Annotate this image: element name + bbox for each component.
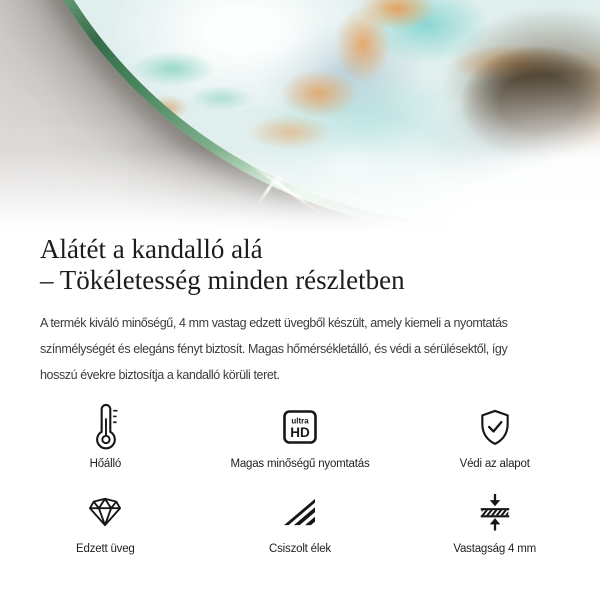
feature-label: Vastagság 4 mm bbox=[453, 543, 536, 555]
shield-check-icon bbox=[478, 409, 512, 446]
product-photo bbox=[0, 0, 600, 234]
feature-label: Csiszolt élek bbox=[269, 543, 331, 555]
thermometer-icon bbox=[92, 403, 119, 451]
ultra-hd-badge-top: ultra bbox=[291, 416, 309, 426]
features-grid bbox=[8, 402, 592, 556]
feature-label: Edzett üveg bbox=[76, 543, 135, 555]
feature-item-tempered-glass bbox=[8, 487, 203, 556]
feature-item-thickness bbox=[397, 487, 592, 556]
product-description bbox=[40, 310, 560, 388]
feature-item-heat-resistant bbox=[8, 402, 203, 471]
product-info-section bbox=[0, 234, 600, 556]
ultra-hd-icon bbox=[283, 410, 317, 444]
feature-item-ultra-hd-print bbox=[203, 402, 398, 471]
description-line: színmélységét és elegáns fényt biztosít. Magas hőmérsékletálló, és védi a sérülésektől, így bbox=[40, 342, 508, 356]
description-line: A termék kiváló minőségű, 4 mm vastag edzett üvegből készült, amely kiemeli a nyomtatás bbox=[40, 316, 508, 330]
feature-label: Magas minőségű nyomtatás bbox=[230, 458, 370, 470]
page-title-line-2: – Tökéletesség minden részletben bbox=[40, 265, 405, 295]
page-title bbox=[40, 234, 560, 296]
feature-item-protects-base bbox=[397, 402, 592, 471]
page-title-line-1: Alátét a kandalló alá bbox=[40, 234, 263, 264]
photo-white-fade bbox=[0, 0, 600, 234]
polished-edges-icon bbox=[282, 497, 318, 527]
diamond-icon bbox=[87, 496, 123, 528]
thickness-icon bbox=[478, 493, 512, 531]
feature-item-polished-edges bbox=[203, 487, 398, 556]
feature-label: Védi az alapot bbox=[459, 458, 530, 470]
description-line: hosszú évekre biztosítja a kandalló körüli teret. bbox=[40, 368, 280, 382]
feature-label: Hőálló bbox=[89, 458, 122, 470]
ultra-hd-badge-bottom: HD bbox=[290, 425, 310, 440]
